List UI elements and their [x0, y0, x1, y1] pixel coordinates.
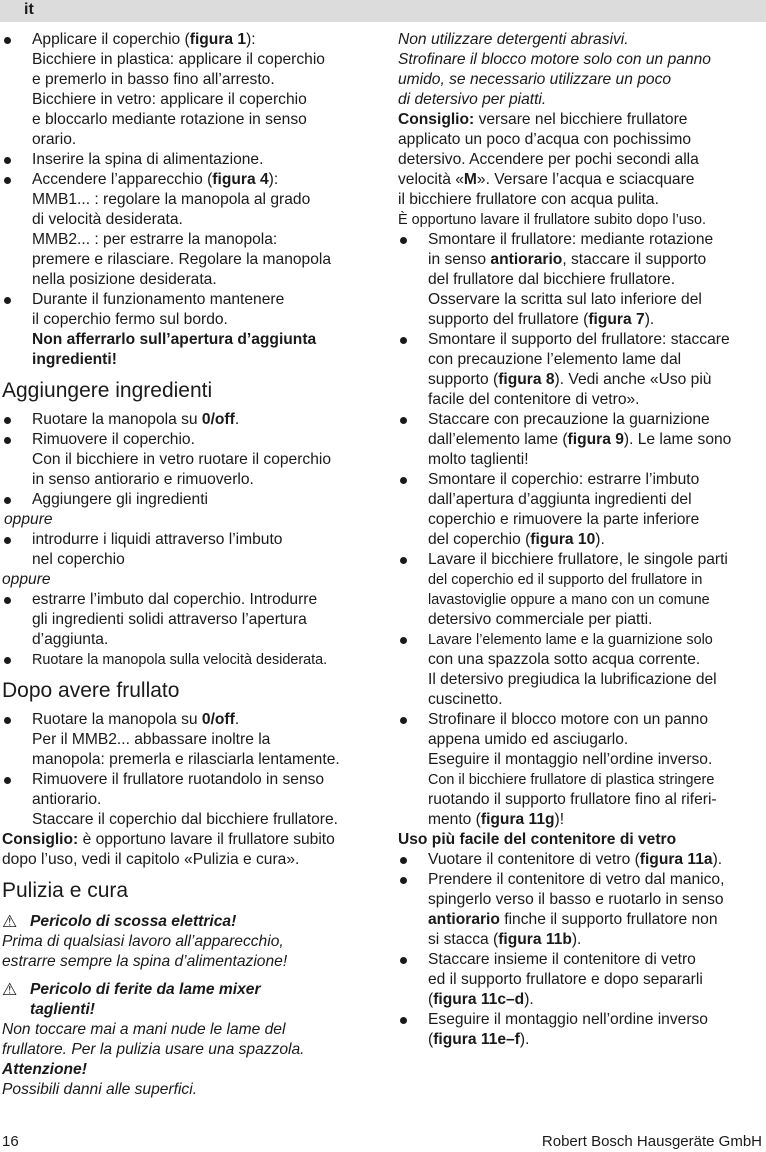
list-item: Applicare il coperchio (figura 1): Bicchiere in plastica: applicare il coperchio e premerlo in basso fino all’arresto. Bicchiere in vetro: applicare il coperchio e bloccarlo mediante rotazione in senso orario.: [2, 30, 372, 150]
oppure-text: oppure: [2, 571, 51, 588]
list-item: Rimuovere il frullatore ruotandolo in senso antiorario. Staccare il coperchio dal bicchiere frullatore.: [2, 770, 372, 830]
warning-triangle-icon: ⚠: [2, 912, 18, 931]
list-item: Eseguire il montaggio nell’ordine inverso (figura 11e–f).: [398, 1010, 766, 1050]
oppure-text: oppure: [4, 511, 53, 528]
section-heading-add: Aggiungere ingredienti: [2, 379, 213, 402]
list-item: Smontare il supporto del frullatore: staccare con precauzione l’elemento lame dal supporto (figura 8). Vedi anche «Uso più facile del contenitore di vetro».: [398, 330, 766, 410]
list-item: Durante il funzionamento mantenere il coperchio fermo sul bordo. Non afferrarlo sull’apertura d’aggiunta ingredienti!: [2, 290, 372, 370]
list-item: Inserire la spina di alimentazione.: [2, 150, 372, 170]
list-item: Ruotare la manopola su 0/off. Per il MMB2... abbassare inoltre la manopola: premerla e rilasciarla lentamente.: [2, 710, 372, 770]
list-item: Staccare insieme il contenitore di vetro ed il supporto frullatore e dopo separarli (figura 11c–d).: [398, 950, 766, 1010]
left-column: [2, 30, 372, 1100]
language-bar: [0, 0, 766, 22]
list-item: Staccare con precauzione la guarnizione dall’elemento lame (figura 9). Le lame sono molto taglienti!: [398, 410, 766, 470]
page-number: 16: [2, 1133, 19, 1150]
list-item: Vuotare il contenitore di vetro (figura 11a).: [398, 850, 766, 870]
tip-paragraph: Consiglio: versare nel bicchiere frullatore applicato un poco d’acqua con pochissimo detersivo. Accendere per pochi secondi alla velocità «M». Versare l’acqua e sciacquare il bicchiere frullatore con acqua pulita. È opportuno lavare il frullatore subito dopo l’uso.: [398, 111, 706, 228]
section-heading-after: Dopo avere frullato: [2, 679, 180, 702]
list-item: Aggiungere gli ingredienti: [2, 490, 372, 510]
list-item: Accendere l’apparecchio (figura 4): MMB1... : regolare la manopola al grado di velocità desiderata. MMB2... : per estrarre la manopola: premere e rilasciare. Regolare la manopola nella posizione desiderata.: [2, 170, 372, 290]
language-code: it: [24, 1, 34, 18]
list-item: introdurre i liquidi attraverso l’imbuto nel coperchio: [2, 530, 372, 570]
warning-text: Non toccare mai a mani nude le lame del frullatore. Per la pulizia usare una spazzola.: [2, 1021, 305, 1058]
warning-electric: ⚠ Pericolo di scossa elettrica!: [2, 912, 237, 931]
list-item: Ruotare la manopola su 0/off.: [2, 410, 372, 430]
subsection-heading-glass: Uso più facile del contenitore di vetro: [398, 831, 677, 848]
list-item: Lavare l’elemento lame e la guarnizione solo con una spazzola sotto acqua corrente. Il detersivo pregiudica la lubrificazione del cuscinetto.: [398, 630, 766, 710]
warning-text: Prima di qualsiasi lavoro all’apparecchio, estrarre sempre la spina d’alimentazione!: [2, 933, 288, 970]
cleaning-note: Non utilizzare detergenti abrasivi. Strofinare il blocco motore solo con un panno umido, se necessario utilizzare un poco di detersivo per piatti.: [398, 31, 711, 108]
attention-note: Attenzione! Possibili danni alle superfici.: [2, 1061, 198, 1098]
list-item: Strofinare il blocco motore con un panno appena umido ed asciugarlo. Eseguire il montaggio nell’ordine inverso. Con il bicchiere frullatore di plastica stringere ruotando il supporto frullatore fino al riferi- mento (figura 11g)!: [398, 710, 766, 830]
list-item: Smontare il coperchio: estrarre l’imbuto dall’apertura d’aggiunta ingredienti del coperchio e rimuovere la parte inferiore del coperchio (figura 10).: [398, 470, 766, 550]
right-column: [398, 30, 766, 1050]
list-item: Prendere il contenitore di vetro dal manico, spingerlo verso il basso e ruotarlo in senso antiorario finche il supporto frullatore non si stacca (figura 11b).: [398, 870, 766, 950]
list-item: Ruotare la manopola sulla velocità desiderata.: [2, 650, 372, 670]
list-item: Rimuovere il coperchio. Con il bicchiere in vetro ruotare il coperchio in senso antiorario e rimuoverlo.: [2, 430, 372, 490]
warning-blades: ⚠ Pericolo di ferite da lame mixer taglienti!: [2, 980, 261, 1018]
list-item: estrarre l’imbuto dal coperchio. Introdurre gli ingredienti solidi attraverso l’apertura d’aggiunta.: [2, 590, 372, 650]
list-item: Smontare il frullatore: mediante rotazione in senso antiorario, staccare il supporto del frullatore dal bicchiere frullatore. Osservare la scritta sul lato inferiore del supporto del frullatore (figura 7).: [398, 230, 766, 330]
tip-paragraph: Consiglio: è opportuno lavare il frullatore subito dopo l’uso, vedi il capitolo «Pulizia e cura».: [2, 831, 335, 868]
company-name: Robert Bosch Hausgeräte GmbH: [541, 1133, 762, 1150]
section-heading-cleaning: Pulizia e cura: [2, 879, 129, 902]
warning-triangle-icon: ⚠: [2, 980, 18, 999]
list-item: Lavare il bicchiere frullatore, le singole parti del coperchio ed il supporto del frullatore in lavastoviglie oppure a mano con un comune detersivo commerciale per piatti.: [398, 550, 766, 630]
